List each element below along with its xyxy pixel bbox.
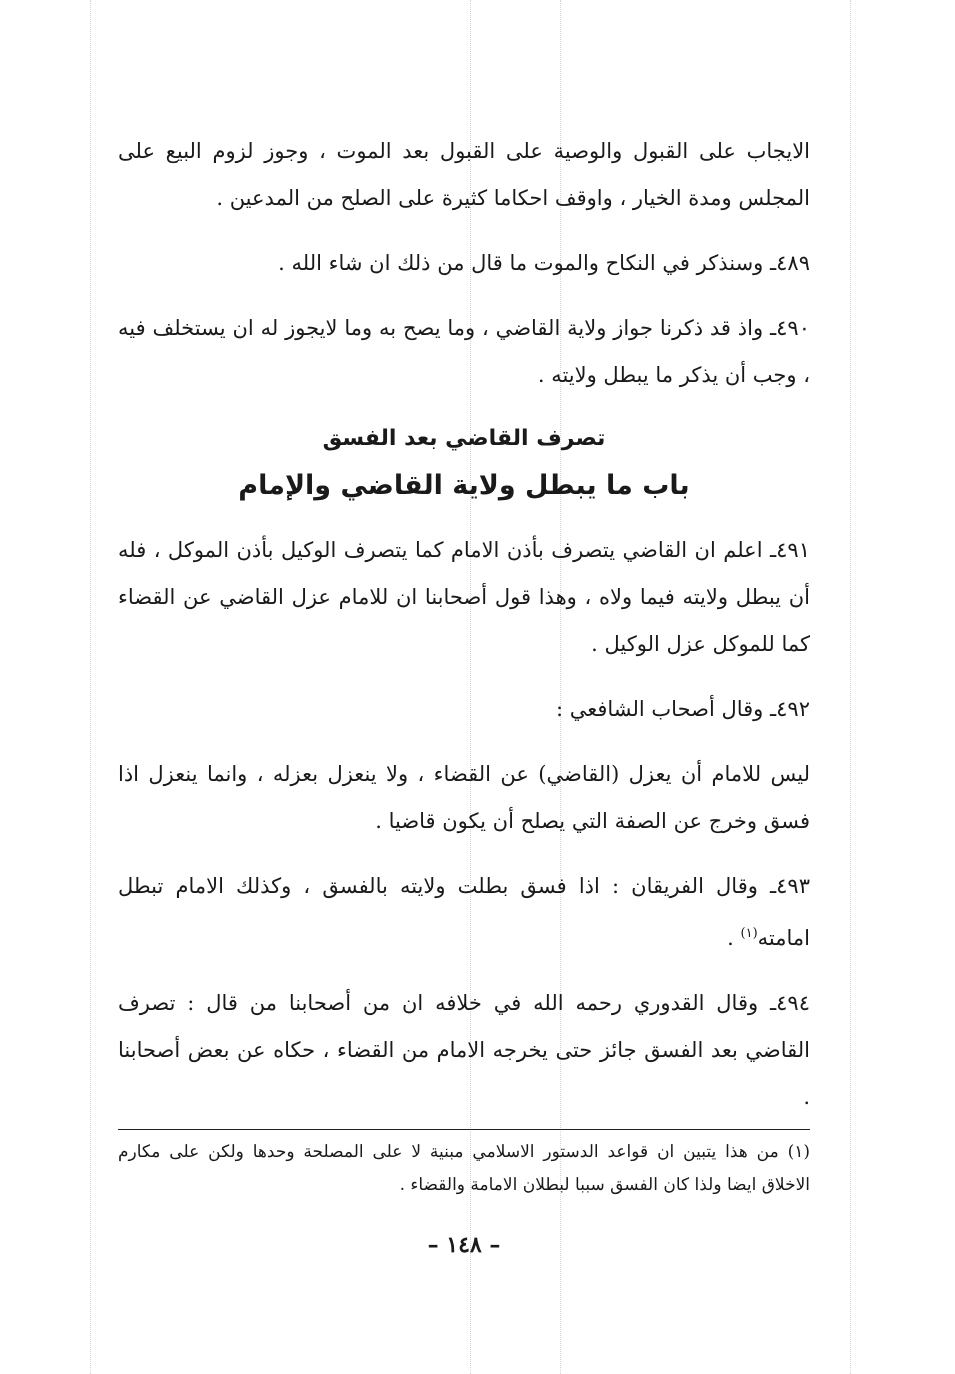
- paragraph-490: ٤٩٠ـ واذ قد ذكرنا جواز ولاية القاضي ، وما يصح به وما لايجوز له ان يستخلف فيه ، وجب أن يذكر ما يبطل ولايته .: [118, 316, 810, 387]
- footnote-marker: (١): [740, 926, 758, 941]
- paragraph-493-text: ٤٩٣ـ وقال الفريقان : اذا فسق بطلت ولايته بالفسق ، وكذلك الامام تبطل امامته: [118, 874, 810, 950]
- paragraph-492-quote: ليس للامام أن يعزل (القاضي) عن القضاء ، ولا ينعزل بعزله ، وانما ينعزل اذا فسق وخرج عن الصفة التي يصلح أن يكون قاضيا .: [118, 762, 810, 833]
- paragraph-continuation: الايجاب على القبول والوصية على القبول بعد الموت ، وجوز لزوم البيع على المجلس ومدة الخيار ، واوقف احكاما كثيرة على الصلح من المدعين .: [118, 139, 810, 210]
- section-subheading: تصرف القاضي بعد الفسق: [322, 426, 606, 451]
- paragraph-493-end: .: [727, 926, 741, 950]
- chapter-heading: باب ما يبطل ولاية القاضي والإمام: [238, 470, 690, 501]
- paragraph-489: ٤٨٩ـ وسنذكر في النكاح والموت ما قال من ذلك ان شاء الله .: [278, 251, 810, 275]
- paragraph-492: ٤٩٢ـ وقال أصحاب الشافعي :: [555, 697, 810, 721]
- footnote-divider: [118, 1129, 810, 1130]
- paragraph-491: ٤٩١ـ اعلم ان القاضي يتصرف بأذن الامام كما يتصرف الوكيل بأذن الموكل ، فله أن يبطل ولايته فيما ولاه ، وهذا قول أصحابنا ان للامام عزل القاضي عن القضاء كما للموكل عزل الوكيل .: [118, 538, 810, 656]
- scan-guide-line: [90, 0, 91, 1374]
- document-page: [118, 128, 810, 1258]
- paragraph-494: ٤٩٤ـ وقال القدوري رحمه الله في خلافه ان من أصحابنا من قال : تصرف القاضي بعد الفسق جائز حتى يخرجه الامام من القضاء ، حكاه عن بعض أصحابنا .: [118, 991, 810, 1109]
- paragraph-493: [118, 863, 810, 962]
- page-number: – ١٤٨ –: [427, 1232, 501, 1258]
- footnote: (١) من هذا يتبين ان قواعد الدستور الاسلامي مبنية لا على المصلحة وحدها ولكن على مكارم الاخلاق ايضا ولذا كان الفسق سببا لبطلان الامامة والقضاء .: [118, 1142, 810, 1195]
- scan-guide-line: [850, 0, 851, 1374]
